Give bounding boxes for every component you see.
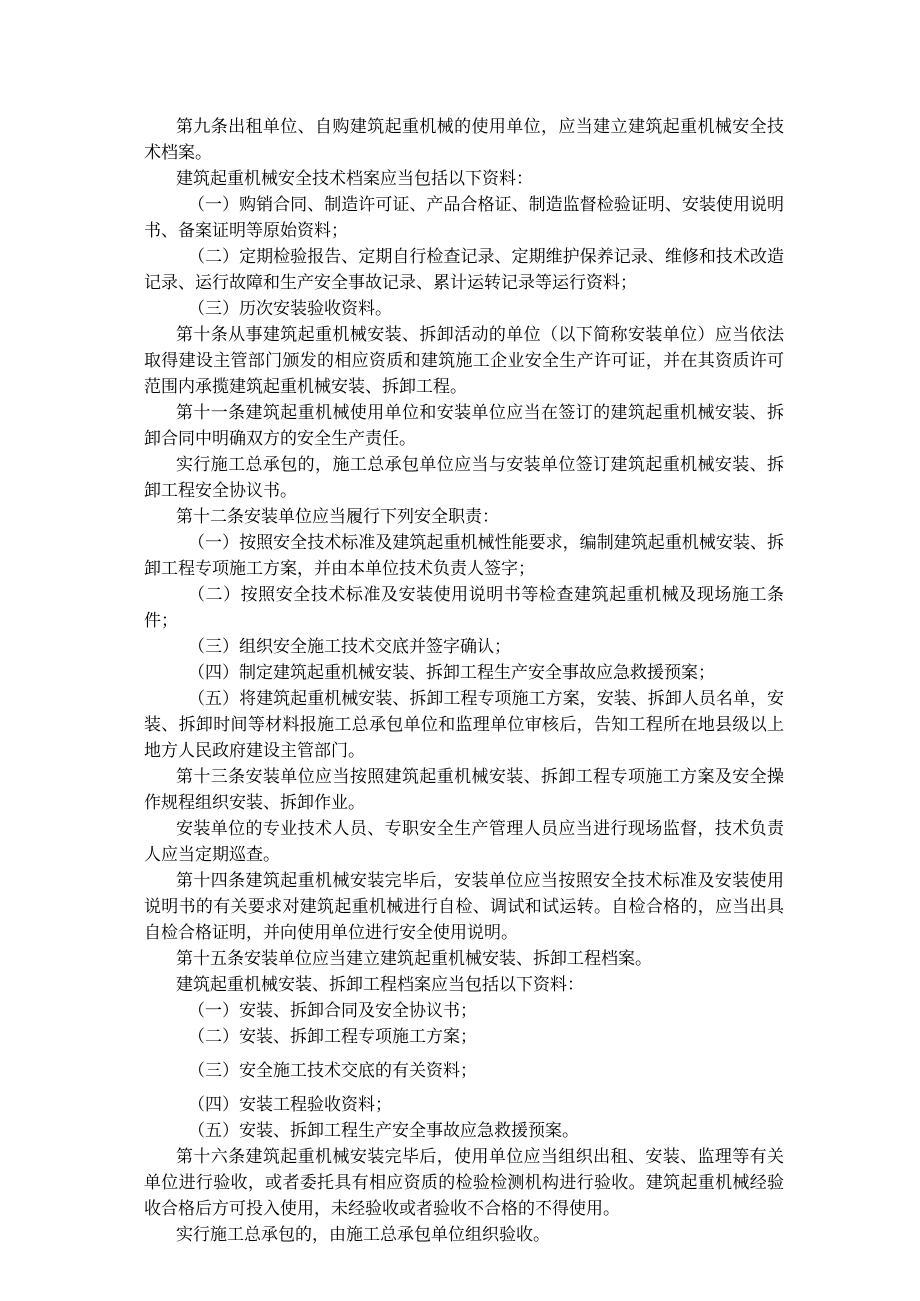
- article-15-item-4: （四）安装工程验收资料；: [188, 1095, 392, 1115]
- article-11-general-contract-paragraph: 实行施工总承包的，施工总承包单位应当与安装单位签订建筑起重机械安装、拆卸工程安全协议书。: [144, 455, 784, 501]
- article-16-paragraph: 第十六条建筑起重机械安装完毕后，使用单位应当组织出租、安装、监理等有关单位进行验收，或者委托具有相应资质的检验检测机构进行验收。建筑起重机械经验收合格后方可投入使用，未经验收或者验收不合格的不得使用。: [144, 1147, 784, 1219]
- article-15-item-3: （三）安全施工技术交底的有关资料；: [188, 1061, 477, 1081]
- article-15-item-5: （五）安装、拆卸工程生产安全事故应急救援预案。: [188, 1121, 579, 1141]
- article-14-paragraph: 第十四条建筑起重机械安装完毕后，安装单位应当按照安全技术标准及安装使用说明书的有关要求对建筑起重机械进行自检、调试和试运转。自检合格的，应当出具自检合格证明，并向使用单位进行安全使用说明。: [144, 871, 784, 943]
- article-15-archive-intro: 建筑起重机械安装、拆卸工程档案应当包括以下资料：: [176, 975, 584, 995]
- article-9-archive-intro: 建筑起重机械安全技术档案应当包括以下资料：: [176, 169, 533, 189]
- article-11-paragraph: 第十一条建筑起重机械使用单位和安装单位应当在签订的建筑起重机械安装、拆卸合同中明确双方的安全生产责任。: [144, 403, 784, 449]
- article-12-item-5: （五）将建筑起重机械安装、拆卸工程专项施工方案，安装、拆卸人员名单，安装、拆卸时间等材料报施工总承包单位和监理单位审核后，告知工程所在地县级以上地方人民政府建设主管部门。: [144, 689, 784, 761]
- article-9-item-3: （三）历次安装验收资料。: [188, 299, 392, 319]
- document-body: [144, 114, 784, 1248]
- article-13-paragraph: 第十三条安装单位应当按照建筑起重机械安装、拆卸工程专项施工方案及安全操作规程组织安装、拆卸作业。: [144, 767, 784, 813]
- article-9-item-2: （二）定期检验报告、定期自行检查记录、定期维护保养记录、维修和技术改造记录、运行故障和生产安全事故记录、累计运转记录等运行资料；: [144, 247, 784, 293]
- article-12-item-1: （一）按照安全技术标准及建筑起重机械性能要求，编制建筑起重机械安装、拆卸工程专项施工方案，并由本单位技术负责人签字；: [144, 533, 784, 579]
- article-16-general-contract-paragraph: 实行施工总承包的，由施工总承包单位组织验收。: [176, 1225, 550, 1245]
- article-12-item-4: （四）制定建筑起重机械安装、拆卸工程生产安全事故应急救援预案；: [188, 663, 715, 683]
- article-9-paragraph: 第九条出租单位、自购建筑起重机械的使用单位，应当建立建筑起重机械安全技术档案。: [144, 117, 784, 163]
- article-12-item-2: （二）按照安全技术标准及安装使用说明书等检查建筑起重机械及现场施工条件；: [144, 585, 784, 631]
- article-15-item-1: （一）安装、拆卸合同及安全协议书；: [188, 1001, 477, 1021]
- article-13-supervision-paragraph: 安装单位的专业技术人员、专职安全生产管理人员应当进行现场监督，技术负责人应当定期巡查。: [144, 819, 784, 865]
- article-15-item-2: （二）安装、拆卸工程专项施工方案；: [188, 1027, 477, 1047]
- article-10-paragraph: 第十条从事建筑起重机械安装、拆卸活动的单位（以下简称安装单位）应当依法取得建设主管部门颁发的相应资质和建筑施工企业安全生产许可证，并在其资质许可范围内承揽建筑起重机械安装、拆卸工程。: [144, 325, 784, 397]
- article-9-item-1: （一）购销合同、制造许可证、产品合格证、制造监督检验证明、安装使用说明书、备案证明等原始资料；: [144, 195, 784, 241]
- article-15-paragraph: 第十五条安装单位应当建立建筑起重机械安装、拆卸工程档案。: [176, 949, 652, 969]
- article-12-item-3: （三）组织安全施工技术交底并签字确认；: [188, 637, 511, 657]
- article-12-paragraph: 第十二条安装单位应当履行下列安全职责：: [176, 507, 499, 527]
